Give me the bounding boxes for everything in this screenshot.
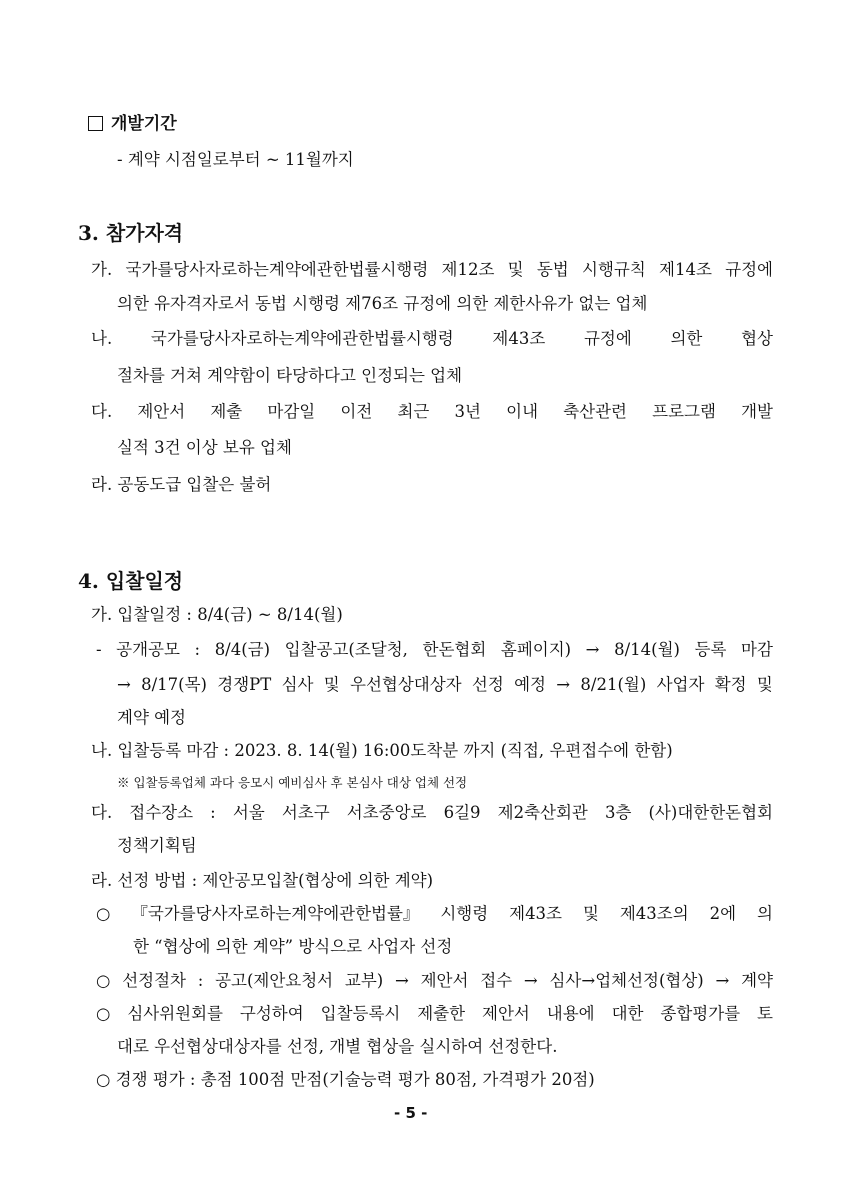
- qualification-item-na-line1: 나. 국가를당사자로하는계약에관한법률시행령 제43조 규정에 의한 협상: [91, 329, 773, 348]
- qualification-item-ra: 라. 공동도급 입찰은 불허: [91, 475, 272, 494]
- schedule-open-line3: 계약 예정: [117, 708, 187, 727]
- schedule-item-na: 나. 입찰등록 마감 : 2023. 8. 14(월) 16:00도착분 까지 (직접, 우편접수에 한함): [91, 741, 673, 760]
- page-number: - 5 -: [394, 1104, 428, 1122]
- section-heading-schedule: 4. 입찰일정: [78, 569, 184, 593]
- qualification-item-ga-line2: 의한 유자격자로서 동법 시행령 제76조 규정에 의한 제한사유가 없는 업체: [117, 294, 648, 313]
- dev-period-heading: 개발기간: [88, 113, 177, 135]
- schedule-bullet1-line2: 한 “협상에 의한 계약” 방식으로 사업자 선정: [133, 937, 453, 956]
- schedule-item-da-line1: 다. 접수장소 : 서울 서초구 서초중앙로 6길9 제2축산회관 3층 (사)대한한돈협회: [91, 803, 773, 822]
- schedule-item-ra: 라. 선정 방법 : 제안공모입찰(협상에 의한 계약): [91, 871, 434, 890]
- schedule-bullet3-line2: 대로 우선협상대상자를 선정, 개별 협상을 실시하여 선정한다.: [117, 1037, 558, 1056]
- section-heading-qualification: 3. 참가자격: [78, 221, 184, 245]
- schedule-bullet3-line1: ○ 심사위원회를 구성하여 입찰등록시 제출한 제안서 내용에 대한 종합평가를 토: [96, 1004, 773, 1023]
- qualification-item-ga-line1: 가. 국가를당사자로하는계약에관한법률시행령 제12조 및 동법 시행규칙 제14조 규정에: [91, 260, 773, 279]
- schedule-open-line1: - 공개공모 : 8/4(금) 입찰공고(조달청, 한돈협회 홈페이지) → 8/14(월) 등록 마감: [96, 640, 773, 659]
- schedule-open-line2: → 8/17(목) 경쟁PT 심사 및 우선협상대상자 선정 예정 → 8/21(월) 사업자 확정 및: [117, 675, 773, 694]
- qualification-item-na-line2: 절차를 거쳐 계약함이 타당하다고 인정되는 업체: [117, 366, 463, 385]
- qualification-item-da-line2: 실적 3건 이상 보유 업체: [117, 438, 292, 457]
- schedule-bullet4: ○ 경쟁 평가 : 총점 100점 만점(기술능력 평가 80점, 가격평가 20점): [96, 1070, 595, 1089]
- schedule-item-ga: 가. 입찰일정 : 8/4(금) ~ 8/14(월): [91, 605, 343, 624]
- schedule-item-da-line2: 정책기획팀: [117, 836, 197, 855]
- schedule-note: ※ 입찰등록업체 과다 응모시 예비심사 후 본심사 대상 업체 선정: [117, 775, 468, 790]
- dev-period-item: - 계약 시점일로부터 ~ 11월까지: [117, 150, 354, 169]
- qualification-item-da-line1: 다. 제안서 제출 마감일 이전 최근 3년 이내 축산관련 프로그램 개발: [91, 402, 773, 421]
- checkbox-square-icon: [88, 116, 103, 131]
- schedule-bullet2: ○ 선정절차 : 공고(제안요청서 교부) → 제안서 접수 → 심사→업체선정(협상) → 계약: [96, 971, 773, 990]
- schedule-bullet1-line1: ○ 『국가를당사자로하는계약에관한법률』 시행령 제43조 및 제43조의 2에 의: [96, 904, 773, 923]
